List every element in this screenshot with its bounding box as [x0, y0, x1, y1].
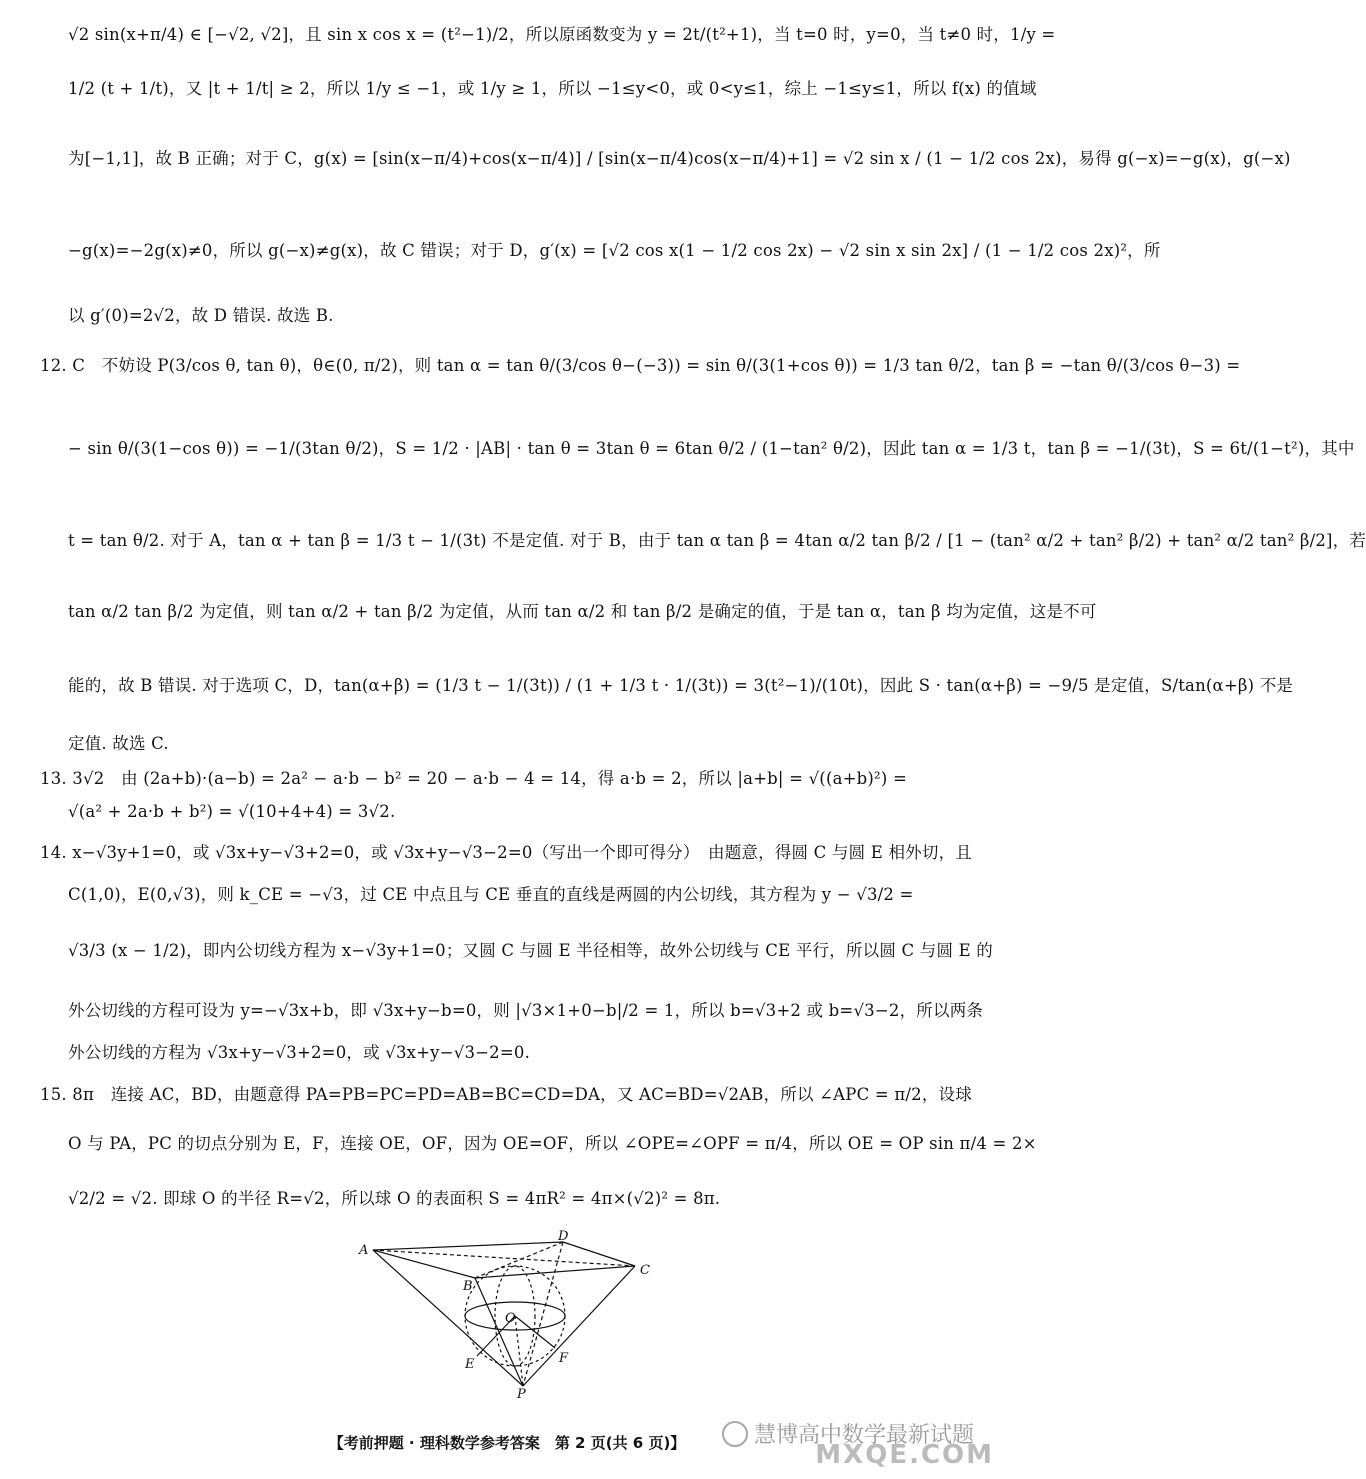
text-line: √2 sin(x+π/4) ∈ [−√2, √2]，且 sin x cos x = (t²−1)/2，所以原函数变为 y = 2t/(t²+1)，当 t=0 时，y=0，当 t≠0 时，1/y =	[68, 25, 1056, 44]
text-line: O 与 PA，PC 的切点分别为 E，F，连接 OE，OF，因为 OE=OF，所以 ∠OPE=∠OPF = π/4，所以 OE = OP sin π/4 = 2×	[68, 1134, 1037, 1153]
label-p: P	[517, 1387, 526, 1402]
text-line: 为[−1,1]，故 B 正确；对于 C，g(x) = [sin(x−π/4)+cos(x−π/4)] / [sin(x−π/4)cos(x−π/4)+1] = √2 sin x / (1 − 1/2 cos 2x)，易得 g(−x)=−g(x)，g(−x)	[68, 149, 1291, 168]
text-line: 外公切线的方程为 √3x+y−√3+2=0，或 √3x+y−√3−2=0.	[68, 1043, 531, 1062]
label-b: B	[463, 1279, 473, 1294]
text-line: 15. 8π 连接 AC，BD，由题意得 PA=PB=PC=PD=AB=BC=CD=DA，又 AC=BD=√2AB，所以 ∠APC = π/2，设球	[40, 1085, 972, 1104]
label-a: A	[359, 1243, 369, 1258]
text-line: −g(x)=−2g(x)≠0，所以 g(−x)≠g(x)，故 C 错误；对于 D，g′(x) = [√2 cos x(1 − 1/2 cos 2x) − √2 sin x sin 2x] / (1 − 1/2 cos 2x)²，所	[68, 241, 1161, 260]
watermark-text: 慧博高中数学最新试题	[753, 1423, 974, 1448]
text-line: √3/3 (x − 1/2)，即内公切线方程为 x−√3y+1=0；又圆 C 与圆 E 半径相等，故外公切线与 CE 平行，所以圆 C 与圆 E 的	[68, 941, 993, 960]
label-c: C	[640, 1263, 650, 1278]
text-line: 14. x−√3y+1=0，或 √3x+y−√3+2=0，或 √3x+y−√3−2=0（写出一个即可得分） 由题意，得圆 C 与圆 E 相外切，且	[40, 843, 972, 862]
text-line: − sin θ/(3(1−cos θ)) = −1/(3tan θ/2)，S = 1/2 · |AB| · tan θ = 3tan θ = 6tan θ/2 / (1−tan² θ/2)，因此 tan α = 1/3 t，tan β = −1/(3t)，S = 6t/(1−t²)，其中	[68, 439, 1355, 458]
text-line: C(1,0)，E(0,√3)，则 k_CE = −√3，过 CE 中点且与 CE 垂直的直线是两圆的内公切线，其方程为 y − √3/2 =	[68, 885, 914, 904]
text-line: t = tan θ/2. 对于 A，tan α + tan β = 1/3 t − 1/(3t) 不是定值. 对于 B，由于 tan α tan β = 4tan α/2 tan β/2 / [1 − (tan² α/2 + tan² β/2) + tan² α/2 tan² β/2]，若	[68, 531, 1366, 550]
text-line: 1/2 (t + 1/t)，又 |t + 1/t| ≥ 2，所以 1/y ≤ −1，或 1/y ≥ 1，所以 −1≤y<0，或 0<y≤1，综上 −1≤y≤1，所以 f(x) 的值域	[68, 79, 1037, 98]
label-f: F	[559, 1351, 569, 1366]
site-logo: MXQE.COM	[815, 1440, 994, 1470]
text-line: 13. 3√2 由 (2a+b)·(a−b) = 2a² − a·b − b² = 20 − a·b − 4 = 14，得 a·b = 2，所以 |a+b| = √((a+b)²) =	[40, 769, 907, 788]
text-line: √(a² + 2a·b + b²) = √(10+4+4) = 3√2.	[68, 802, 396, 821]
text-line: √2/2 = √2. 即球 O 的半径 R=√2，所以球 O 的表面积 S = 4πR² = 4π×(√2)² = 8π.	[68, 1189, 721, 1208]
text-line: 定值. 故选 C.	[68, 734, 169, 753]
pyramid-sphere-diagram	[355, 1228, 665, 1402]
text-line: 12. C 不妨设 P(3/cos θ, tan θ)，θ∈(0, π/2)，则 tan α = tan θ/(3/cos θ−(−3)) = sin θ/(3(1+cos θ)) = 1/3 tan θ/2，tan β = −tan θ/(3/cos θ−3) =	[40, 356, 1241, 375]
text-line: tan α/2 tan β/2 为定值，则 tan α/2 + tan β/2 为定值，从而 tan α/2 和 tan β/2 是确定的值，于是 tan α，tan β 均为定值，这是不可	[68, 602, 1097, 621]
text-line: 能的，故 B 错误. 对于选项 C，D，tan(α+β) = (1/3 t − 1/(3t)) / (1 + 1/3 t · 1/(3t)) = 3(t²−1)/(10t)，因此 S · tan(α+β) = −9/5 是定值，S/tan(α+β) 不是	[68, 676, 1294, 695]
text-line: 外公切线的方程可设为 y=−√3x+b，即 √3x+y−b=0，则 |√3×1+0−b|/2 = 1，所以 b=√3+2 或 b=√3−2，所以两条	[68, 1001, 984, 1020]
wechat-icon	[722, 1421, 748, 1447]
label-e: E	[465, 1357, 475, 1372]
label-o: O	[505, 1311, 516, 1326]
page-footer: 【考前押题 · 理科数学参考答案 第 2 页(共 6 页)】	[328, 1434, 686, 1452]
label-d: D	[558, 1229, 569, 1244]
text-line: 以 g′(0)=2√2，故 D 错误. 故选 B.	[68, 306, 334, 325]
